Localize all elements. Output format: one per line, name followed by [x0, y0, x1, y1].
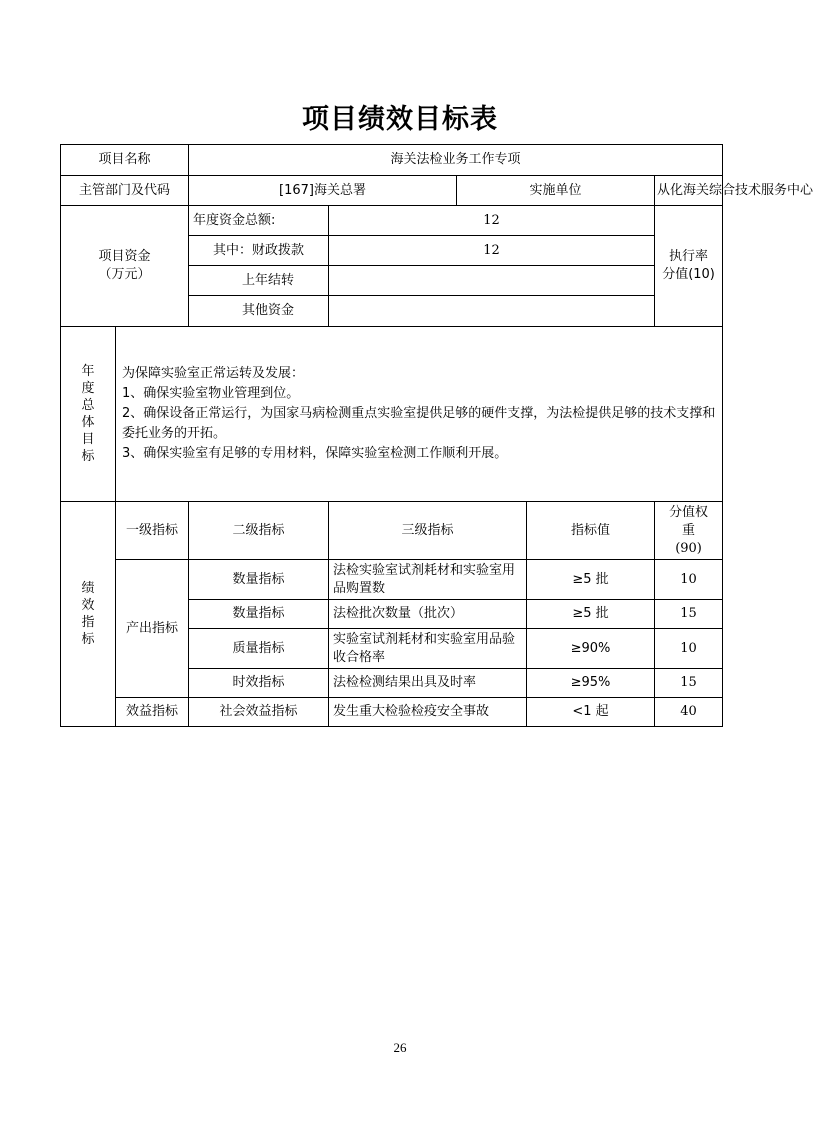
dept-value: [167]海关总署 — [189, 176, 457, 206]
level2-cell: 质量指标 — [189, 629, 329, 669]
fiscal-value: 12 — [329, 236, 655, 266]
annual-goal-label — [61, 327, 116, 502]
weight-cell: 40 — [655, 698, 723, 727]
performance-table — [60, 144, 813, 727]
table-row — [61, 502, 723, 560]
exec-rate-cell — [655, 206, 723, 327]
other-funds-value — [329, 296, 655, 327]
annual-goal-label-char: 总 — [81, 398, 95, 413]
table-row — [61, 327, 723, 502]
annual-goal-label-char: 度 — [81, 381, 95, 396]
header-weight-line: 分值权 — [669, 504, 709, 520]
exec-rate-line2: 分值(10) — [662, 267, 715, 282]
header-weight-line: (90) — [675, 540, 702, 556]
level2-cell: 社会效益指标 — [189, 698, 329, 727]
value-cell: ≥5 批 — [527, 600, 655, 629]
table-row — [61, 698, 723, 727]
output-indicator-label: 产出指标 — [116, 560, 189, 698]
page-title: 项目绩效目标表 — [302, 104, 498, 135]
annual-goal-line: 1、确保实验室物业管理到位。 — [122, 386, 300, 401]
funds-label-line1: 项目资金 — [98, 249, 151, 264]
page-number: 26 — [393, 1040, 407, 1055]
table-row — [61, 206, 723, 236]
weight-cell: 10 — [655, 629, 723, 669]
indicators-label-char: 效 — [81, 598, 95, 613]
header-weight-line: 重 — [682, 522, 696, 538]
funds-label — [61, 206, 189, 327]
indicators-label-char: 指 — [81, 615, 95, 630]
level3-cell: 法检实验室试剂耗材和实验室用品购置数 — [329, 560, 527, 600]
table-row — [61, 176, 723, 206]
value-cell: ≥5 批 — [527, 560, 655, 600]
carryover-value — [329, 266, 655, 296]
impl-unit-value: 从化海关综合技术服务中心 — [655, 176, 723, 206]
annual-goal-label-char: 标 — [81, 449, 95, 464]
weight-cell: 10 — [655, 560, 723, 600]
impl-unit-label: 实施单位 — [457, 176, 655, 206]
value-cell: <1 起 — [527, 698, 655, 727]
level3-cell: 法检检测结果出具及时率 — [329, 669, 527, 698]
annual-goal-label-char: 年 — [81, 364, 95, 379]
dept-label: 主管部门及代码 — [61, 176, 189, 206]
carryover-label: 上年结转 — [189, 266, 329, 296]
annual-goal-line: 3、确保实验室有足够的专用材料，保障实验室检测工作顺利开展。 — [122, 446, 508, 461]
annual-goal-line: 2、确保设备正常运行，为国家马病检测重点实验室提供足够的硬件支撑，为法检提供足够的技术支撑和委托业务的开拓。 — [122, 406, 716, 441]
annual-goal-content — [116, 327, 723, 502]
indicators-label-char: 标 — [81, 632, 95, 647]
level3-cell: 法检批次数量（批次） — [329, 600, 527, 629]
project-name-value: 海关法检业务工作专项 — [189, 145, 723, 176]
fiscal-label: 其中：财政拨款 — [189, 236, 329, 266]
header-level3: 三级指标 — [329, 502, 527, 560]
header-weight — [655, 502, 723, 560]
annual-goal-label-char: 目 — [81, 432, 95, 447]
exec-rate-line1: 执行率 — [669, 249, 709, 264]
indicators-label-char: 绩 — [81, 581, 95, 596]
weight-cell: 15 — [655, 600, 723, 629]
benefit-indicator-label: 效益指标 — [116, 698, 189, 727]
total-funds-label: 年度资金总额: — [189, 206, 329, 236]
other-funds-label: 其他资金 — [189, 296, 329, 327]
table-row — [61, 560, 723, 600]
funds-label-line2: （万元） — [98, 267, 151, 282]
level3-cell: 发生重大检验检疫安全事故 — [329, 698, 527, 727]
level2-cell: 数量指标 — [189, 600, 329, 629]
level2-cell: 时效指标 — [189, 669, 329, 698]
project-name-label: 项目名称 — [61, 145, 189, 176]
header-level1: 一级指标 — [116, 502, 189, 560]
table-row — [61, 145, 723, 176]
header-value: 指标值 — [527, 502, 655, 560]
header-level2: 二级指标 — [189, 502, 329, 560]
weight-cell: 15 — [655, 669, 723, 698]
indicators-label — [61, 502, 116, 727]
annual-goal-label-char: 体 — [81, 415, 95, 430]
level2-cell: 数量指标 — [189, 560, 329, 600]
annual-goal-line: 为保障实验室正常运转及发展： — [122, 366, 305, 381]
value-cell: ≥95% — [527, 669, 655, 698]
value-cell: ≥90% — [527, 629, 655, 669]
level3-cell: 实验室试剂耗材和实验室用品验收合格率 — [329, 629, 527, 669]
total-funds-value: 12 — [329, 206, 655, 236]
